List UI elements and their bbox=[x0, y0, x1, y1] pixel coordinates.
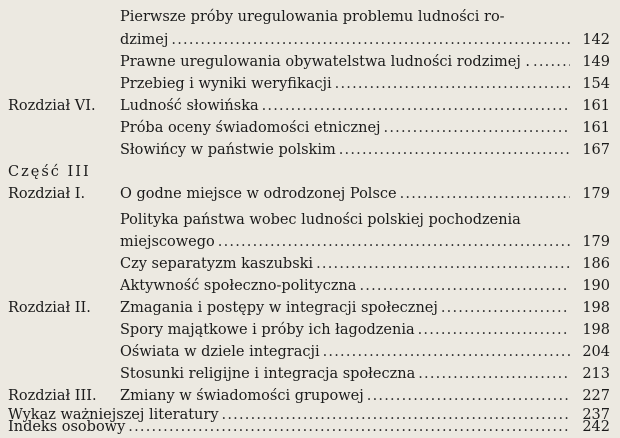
chapter-label: Rozdział III. bbox=[8, 388, 97, 404]
leader-dots bbox=[171, 29, 570, 51]
toc-entry bbox=[0, 183, 620, 205]
toc-entry bbox=[0, 275, 620, 297]
toc-entry bbox=[0, 253, 620, 275]
toc-entry-title: Oświata w dziele integracji bbox=[120, 344, 320, 360]
leader-dots bbox=[533, 51, 570, 73]
chapter-label: Rozdział VI. bbox=[8, 98, 96, 114]
toc-page-number: 242 bbox=[582, 419, 610, 435]
toc-entry-title: dzimej bbox=[120, 32, 169, 48]
toc-entry-title-line1: Polityka państwa wobec ludności polskiej pochodzenia bbox=[120, 212, 521, 228]
toc-entry bbox=[0, 139, 620, 161]
toc-page-number: 149 bbox=[582, 54, 610, 70]
leader-dots bbox=[128, 416, 570, 438]
toc-entry-title-line1: Pierwsze próby uregulowania problemu ludności ro- bbox=[120, 9, 505, 25]
toc-entry bbox=[0, 73, 620, 95]
leader-dots bbox=[316, 253, 570, 275]
toc-entry-title: Aktywność społeczno-polityczna bbox=[120, 278, 357, 294]
toc-page-number: 227 bbox=[582, 388, 610, 404]
toc-page-number: 142 bbox=[582, 32, 610, 48]
toc-page-number: 179 bbox=[582, 186, 610, 202]
leader-dots bbox=[339, 139, 570, 161]
leader-dots bbox=[323, 341, 570, 363]
toc-page-number: 198 bbox=[582, 300, 610, 316]
toc-page-number: 198 bbox=[582, 322, 610, 338]
toc-entry-title: Stosunki religijne i integracja społeczna bbox=[120, 366, 416, 382]
toc-entry-title: miejscowego bbox=[120, 234, 215, 250]
leader-dots bbox=[218, 231, 570, 253]
leader-dots bbox=[400, 183, 570, 205]
toc-page-number: 179 bbox=[582, 234, 610, 250]
toc-entry-title: O godne miejsce w odrodzonej Polsce bbox=[120, 186, 397, 202]
leader-dots bbox=[384, 117, 570, 139]
leader-dots bbox=[335, 73, 570, 95]
toc-entry-title: Zmiany w świadomości grupowej bbox=[120, 388, 364, 404]
toc-entry bbox=[0, 231, 620, 253]
chapter-label: Rozdział II. bbox=[8, 300, 91, 316]
toc-page-number: 154 bbox=[582, 76, 610, 92]
part-heading: Część III bbox=[8, 164, 91, 180]
toc-entry-title: Ludność słowińska bbox=[120, 98, 259, 114]
toc-entry-title: Słowińcy w państwie polskim bbox=[120, 142, 336, 158]
leader-dots bbox=[359, 275, 570, 297]
toc-page-number: 237 bbox=[582, 407, 610, 423]
toc-entry bbox=[0, 416, 620, 438]
leader-dots bbox=[418, 319, 570, 341]
toc-entry bbox=[0, 297, 620, 319]
toc-entry bbox=[0, 341, 620, 363]
toc-page-number: 161 bbox=[582, 98, 610, 114]
chapter-label: Rozdział I. bbox=[8, 186, 86, 202]
toc-entry bbox=[0, 117, 620, 139]
toc-entry bbox=[0, 95, 620, 117]
toc-entry bbox=[0, 363, 620, 385]
toc-page-number: 213 bbox=[582, 366, 610, 382]
toc-page-number: 204 bbox=[582, 344, 610, 360]
toc-entry-title: Próba oceny świadomości etnicznej bbox=[120, 120, 381, 136]
toc-entry bbox=[0, 29, 620, 51]
toc-entry-title: Indeks osobowy bbox=[8, 419, 126, 435]
toc-entry-title: Czy separatyzm kaszubski bbox=[120, 256, 314, 272]
toc-page-number: 161 bbox=[582, 120, 610, 136]
toc-entry-title: Przebieg i wyniki weryfikacji bbox=[120, 76, 332, 92]
toc-entry-title: Prawne uregulowania obywatelstwa ludności rodzimej . bbox=[120, 54, 531, 70]
toc-entry bbox=[0, 51, 620, 73]
toc-page-number: 190 bbox=[582, 278, 610, 294]
toc-page-number: 167 bbox=[582, 142, 610, 158]
toc-entry-title: Spory majątkowe i próby ich łagodzenia bbox=[120, 322, 415, 338]
leader-dots bbox=[441, 297, 570, 319]
toc-page-number: 186 bbox=[582, 256, 610, 272]
leader-dots bbox=[418, 363, 570, 385]
toc-entry-title: Zmagania i postępy w integracji społecznej bbox=[120, 300, 438, 316]
toc-entry-title: Wykaz ważniejszej literatury bbox=[8, 407, 219, 423]
toc-entry bbox=[0, 319, 620, 341]
leader-dots bbox=[262, 95, 570, 117]
